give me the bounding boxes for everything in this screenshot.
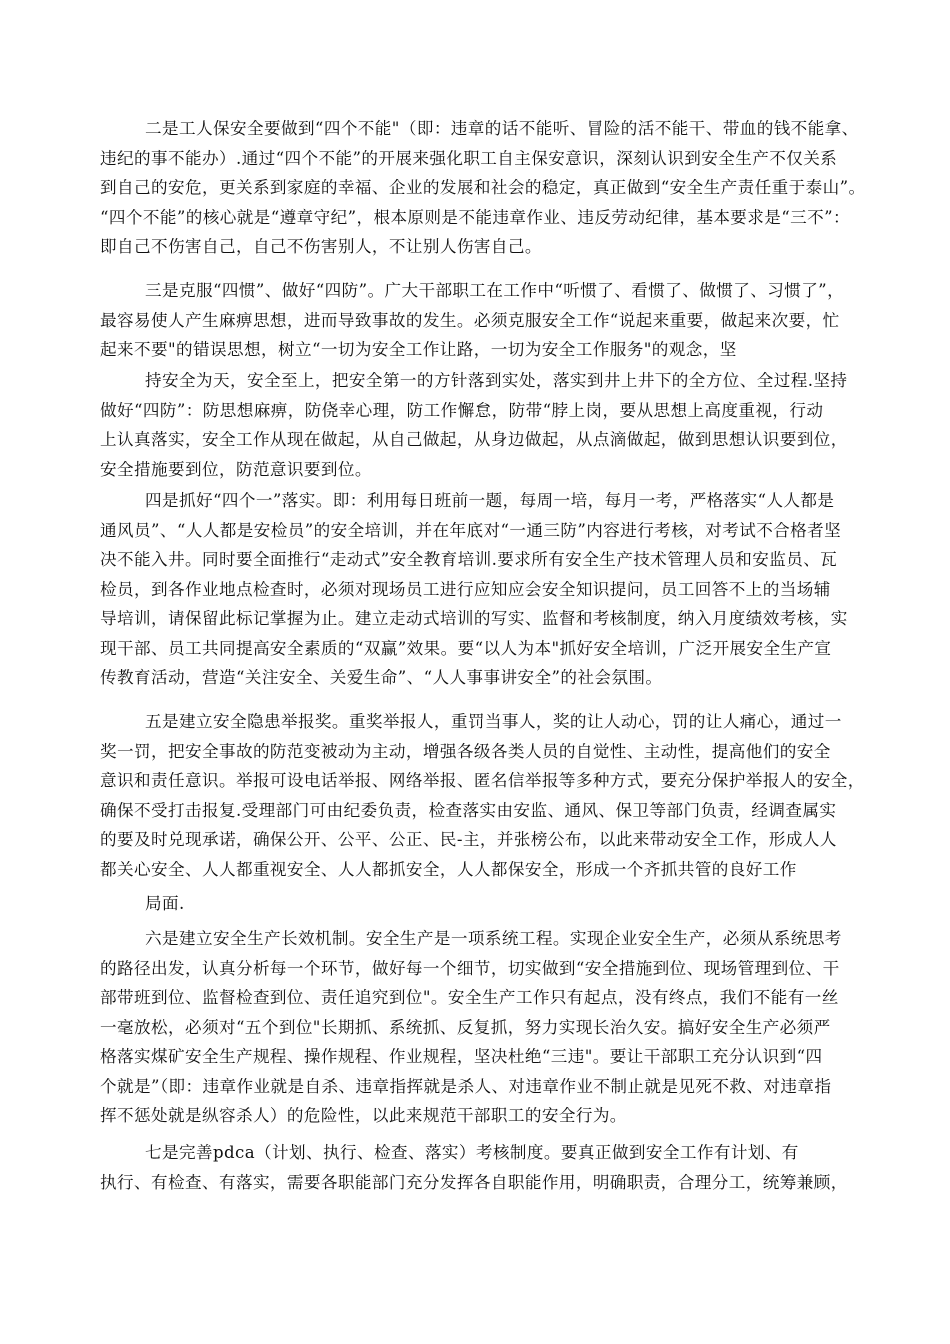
- paragraph-six: [100, 924, 860, 1131]
- text-line: 三是克服“四惯”、做好“四防”。广大干部职工在工作中“听惯了、看惯了、做惯了、习惯了”，: [145, 281, 845, 300]
- text-line: 格落实煤矿安全生产规程、操作规程、作业规程，坚决杜绝“三违"。要让干部职工充分认识到“四: [100, 1047, 823, 1066]
- paragraph-seven: [100, 1138, 860, 1197]
- text-line: 通风员”、“人人都是安检员”的安全培训，并在年底对“一通三防”内容进行考核，对考试不合格者坚: [100, 520, 842, 540]
- text-line: 五是建立安全隐患举报奖。重奖举报人，重罚当事人，奖的让人动心，罚的让人痛心，通过一: [145, 712, 842, 731]
- text-line: 都关心安全、人人都重视安全、人人都抓安全，人人都保安全，形成一个齐抓共管的良好工作: [100, 859, 797, 879]
- text-line: 意识和责任意识。举报可设电话举报、网络举报、匿名信举报等多种方式，要充分保护举报人的安全，: [100, 771, 865, 790]
- paragraph-four: [100, 486, 860, 693]
- text-line: 决不能入井。同时要全面推行“走动式”安全教育培训.要求所有安全生产技术管理人员和安监员、瓦: [100, 550, 838, 569]
- paragraph-two: [100, 114, 866, 262]
- text-line: 局面.: [145, 894, 185, 913]
- paragraph-five: [100, 707, 865, 884]
- text-line: 七是完善pdca（计划、执行、检查、落实）考核制度。要真正做到安全工作有计划、有: [145, 1143, 799, 1162]
- text-line: 执行、有检查、有落实，需要各职能部门充分发挥各自职能作用，明确职责，合理分工，统筹兼顾，: [100, 1172, 848, 1192]
- text-line: 一毫放松，必须对“五个到位"长期抓、系统抓、反复抓，努力实现长治久安。搞好安全生产必须严: [100, 1017, 831, 1037]
- paragraph-five-end: [100, 889, 860, 919]
- text-line: 持安全为天，安全至上，把安全第一的方针落到实处，落实到井上井下的全方位、全过程.坚持: [145, 371, 848, 390]
- text-line: 传教育活动，营造“关注安全、关爱生命”、“人人事事讲安全”的社会氛围。: [100, 668, 663, 687]
- text-line: “四个不能”的核心就是“遵章守纪”，根本原则是不能违章作业、违反劳动纪律，基本要求是“三不”：: [100, 207, 851, 227]
- text-line: 最容易使人产生麻痹思想，进而导致事故的发生。必须克服安全工作“说起来重要，做起来次要，忙: [100, 310, 840, 330]
- text-line: 的路径出发，认真分析每一个环节，做好每一个细节，切实做到“安全措施到位、现场管理到位、干: [100, 958, 840, 978]
- text-line: 四是抓好“四个一”落实。即：利用每日班前一题，每周一培，每月一考，严格落实“人人都是: [145, 491, 835, 510]
- text-line: 做好“四防”：防思想麻痹，防侥幸心理，防工作懈怠，防带“脖上岗，要从思想上高度重视，行动: [100, 400, 824, 420]
- text-line: 违纪的事不能办）.通过“四个不能”的开展来强化职工自主保安意识，深刻认识到安全生产不仅关系: [100, 148, 838, 168]
- text-line: 到自己的安危，更关系到家庭的幸福、企业的发展和社会的稳定，真正做到“安全生产责任重于泰山”。: [100, 178, 866, 197]
- text-line: 上认真落实，安全工作从现在做起，从自己做起，从身边做起，从点滴做起，做到思想认识要到位，: [100, 430, 848, 449]
- text-line: 的要及时兑现承诺，确保公开、公平、公正、民-主，并张榜公布，以此来带动安全工作，形成人人: [100, 830, 837, 849]
- text-line: 奖一罚，把安全事故的防范变被动为主动，增强各级各类人员的自觉性、主动性，提高他们的安全: [100, 741, 831, 761]
- text-line: 导培训，请保留此标记掌握为止。建立走动式培训的写实、监督和考核制度，纳入月度绩效考核，实: [100, 609, 848, 628]
- text-line: 即自己不伤害自己，自己不伤害别人，不让别人伤害自己。: [100, 237, 542, 256]
- paragraph-three-continued: [100, 366, 860, 484]
- text-line: 二是工人保安全要做到“四个不能"（即：违章的话不能听、冒险的活不能干、带血的钱不能拿、: [145, 119, 859, 138]
- text-line: 确保不受打击报复.受理部门可由纪委负责，检查落实由安监、通风、保卫等部门负责，经调查属实: [100, 800, 837, 820]
- text-line: 部带班到位、监督检查到位、责任追究到位"。安全生产工作只有起点，没有终点，我们不能有一丝: [100, 988, 839, 1007]
- text-line: 现干部、员工共同提高安全素质的“双赢”效果。要“以人为本"抓好安全培训，广泛开展安全生产宣: [100, 638, 832, 658]
- paragraph-three: [100, 276, 860, 365]
- text-line: 挥不惩处就是纵容杀人）的危险性，以此来规范干部职工的安全行为。: [100, 1106, 627, 1125]
- text-line: 个就是”（即：违章作业就是自杀、违章指挥就是杀人、对违章作业不制止就是见死不救、对违章指: [100, 1076, 832, 1096]
- text-line: 六是建立安全生产长效机制。安全生产是一项系统工程。实现企业安全生产，必须从系统思考: [145, 929, 842, 948]
- text-line: 检员，到各作业地点检查时，必须对现场员工进行应知应会安全知识提问，员工回答不上的当场辅: [100, 579, 831, 599]
- text-line: 起来不要"的错误思想，树立“一切为安全工作让路，一切为安全工作服务"的观念，坚: [100, 340, 737, 359]
- text-line: 安全措施要到位，防范意识要到位。: [100, 459, 372, 479]
